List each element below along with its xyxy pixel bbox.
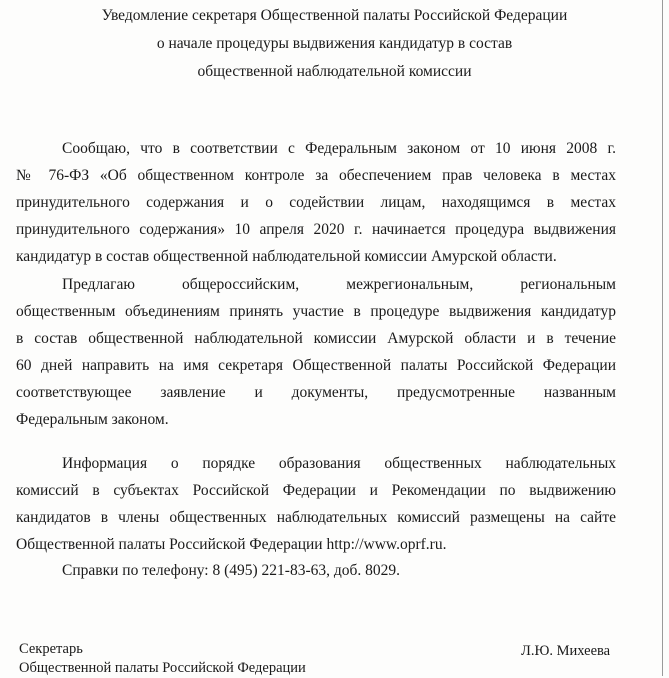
signature-organization: Общественной палаты Российской Федерации: [19, 660, 306, 676]
text-line: Предлагаю общероссийским, межрегиональным, региональным: [62, 276, 616, 293]
title-line: о начале процедуры выдвижения кандидатур в состав: [156, 35, 513, 52]
scan-edge-line: [662, 0, 663, 676]
text-line: 60 дней направить на имя секретаря Общественной палаты Российской Федерации: [16, 357, 616, 374]
title-line: общественной наблюдательной комиссии: [197, 63, 472, 80]
text-line: Информация о порядке образования общественных наблюдательных: [62, 455, 616, 472]
text-line: принудительного содержания и о содействии лицам, находящимся в местах: [16, 194, 616, 211]
paragraph-law-reference: [16, 135, 616, 270]
text-line: кандидатов в члены общественных наблюдательных комиссий размещены на сайте: [16, 509, 616, 526]
phone-line: Справки по телефону: 8 (495) 221-83-63, доб. 8029.: [62, 562, 401, 579]
text-line: комиссий в субъектах Российской Федерации и Рекомендации по выдвижению: [16, 482, 616, 499]
text-line: № 76-ФЗ «Об общественном контроле за обеспечением прав человека в местах: [16, 167, 616, 184]
text-line: общественным объединениям принять участие в процедуре выдвижения кандидатур: [16, 303, 616, 320]
title-line: Уведомление секретаря Общественной палаты Российской Федерации: [101, 7, 568, 24]
signature-position: [19, 640, 306, 678]
text-line: Сообщаю, что в соответствии с Федеральным законом от 10 июня 2008 г.: [62, 140, 616, 157]
text-line: в состав общественной наблюдательной комиссии Амурской области и в течение: [16, 330, 616, 347]
text-line: Федеральным законом.: [16, 411, 169, 428]
signer-name: Л.Ю. Михеева: [521, 643, 611, 659]
signature-title: Секретарь: [19, 641, 83, 657]
document-title: [0, 2, 669, 86]
text-line: Общественной палаты Российской Федерации http://www.oprf.ru.: [16, 536, 447, 553]
paragraph-information: [16, 450, 616, 558]
paragraph-invitation: [16, 271, 616, 433]
text-line: принудительного содержания» 10 апреля 2020 г. начинается процедура выдвижения: [16, 221, 616, 238]
text-line: кандидатур в состав общественной наблюдательной комиссии Амурской области.: [16, 248, 557, 265]
text-line: соответствующее заявление и документы, предусмотренные названным: [16, 384, 616, 401]
paragraph-contact: [16, 557, 616, 584]
